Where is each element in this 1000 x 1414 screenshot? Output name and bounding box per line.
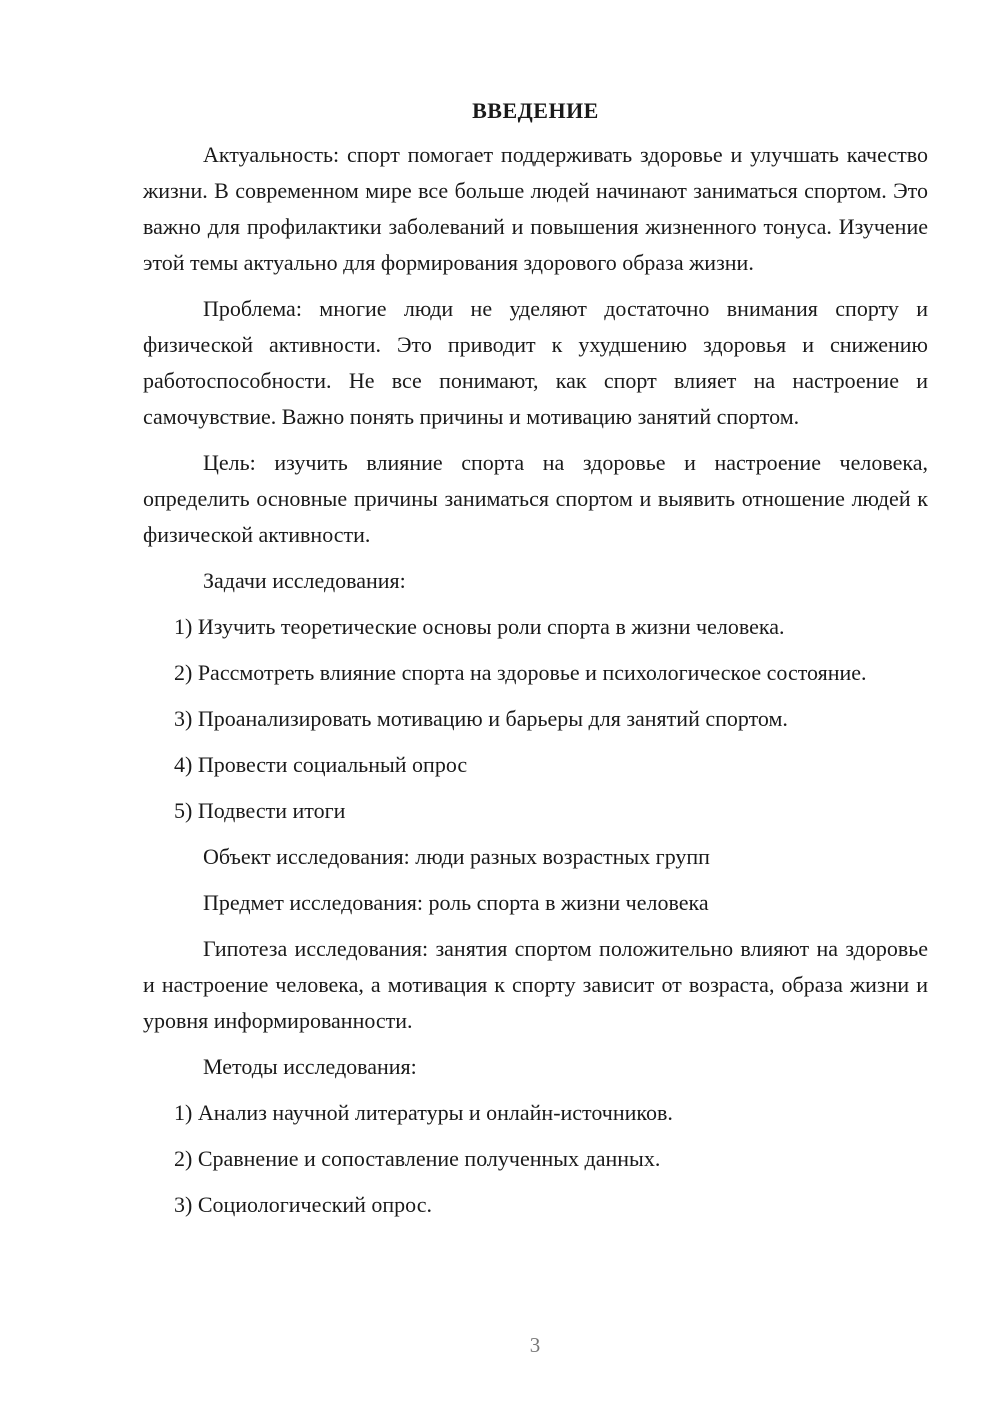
problem-paragraph: Проблема: многие люди не уделяют достаточно внимания спорту и физической активности. Это приводит к ухудшению здоровья и снижению работоспособности. Не все понимают, как спорт влияет на настроение и самочувствие. Важно понять причины и мотивацию занятий спортом. (143, 296, 928, 429)
method-item: 3) Социологический опрос. (174, 1192, 432, 1217)
task-item: 1) Изучить теоретические основы роли спорта в жизни человека. (174, 614, 785, 639)
relevance-paragraph: Актуальность: спорт помогает поддерживать здоровье и улучшать качество жизни. В современном мире все больше людей начинают заниматься спортом. Это важно для профилактики заболеваний и повышения жизненного тонуса. Изучение этой темы актуально для формирования здорового образа жизни. (143, 142, 928, 275)
document-page (143, 93, 928, 1233)
research-object: Объект исследования: люди разных возрастных групп (203, 844, 710, 869)
goal-paragraph: Цель: изучить влияние спорта на здоровье и настроение человека, определить основные причины заниматься спортом и выявить отношение людей к физической активности. (143, 450, 928, 547)
page-number: 3 (529, 1333, 541, 1357)
task-item: 2) Рассмотреть влияние спорта на здоровье и психологическое состояние. (174, 660, 867, 685)
methods-heading: Методы исследования: (203, 1054, 417, 1079)
task-item: 3) Проанализировать мотивацию и барьеры для занятий спортом. (174, 706, 788, 731)
task-item: 5) Подвести итоги (174, 798, 346, 823)
hypothesis-paragraph: Гипотеза исследования: занятия спортом положительно влияют на здоровье и настроение человека, а мотивация к спорту зависит от возраста, образа жизни и уровня информированности. (143, 936, 928, 1033)
tasks-heading: Задачи исследования: (203, 568, 406, 593)
page-title: ВВЕДЕНИЕ (472, 98, 599, 123)
method-item: 2) Сравнение и сопоставление полученных данных. (174, 1146, 661, 1171)
task-item: 4) Провести социальный опрос (174, 752, 468, 777)
method-item: 1) Анализ научной литературы и онлайн-источников. (174, 1100, 673, 1125)
research-subject: Предмет исследования: роль спорта в жизни человека (203, 890, 709, 915)
